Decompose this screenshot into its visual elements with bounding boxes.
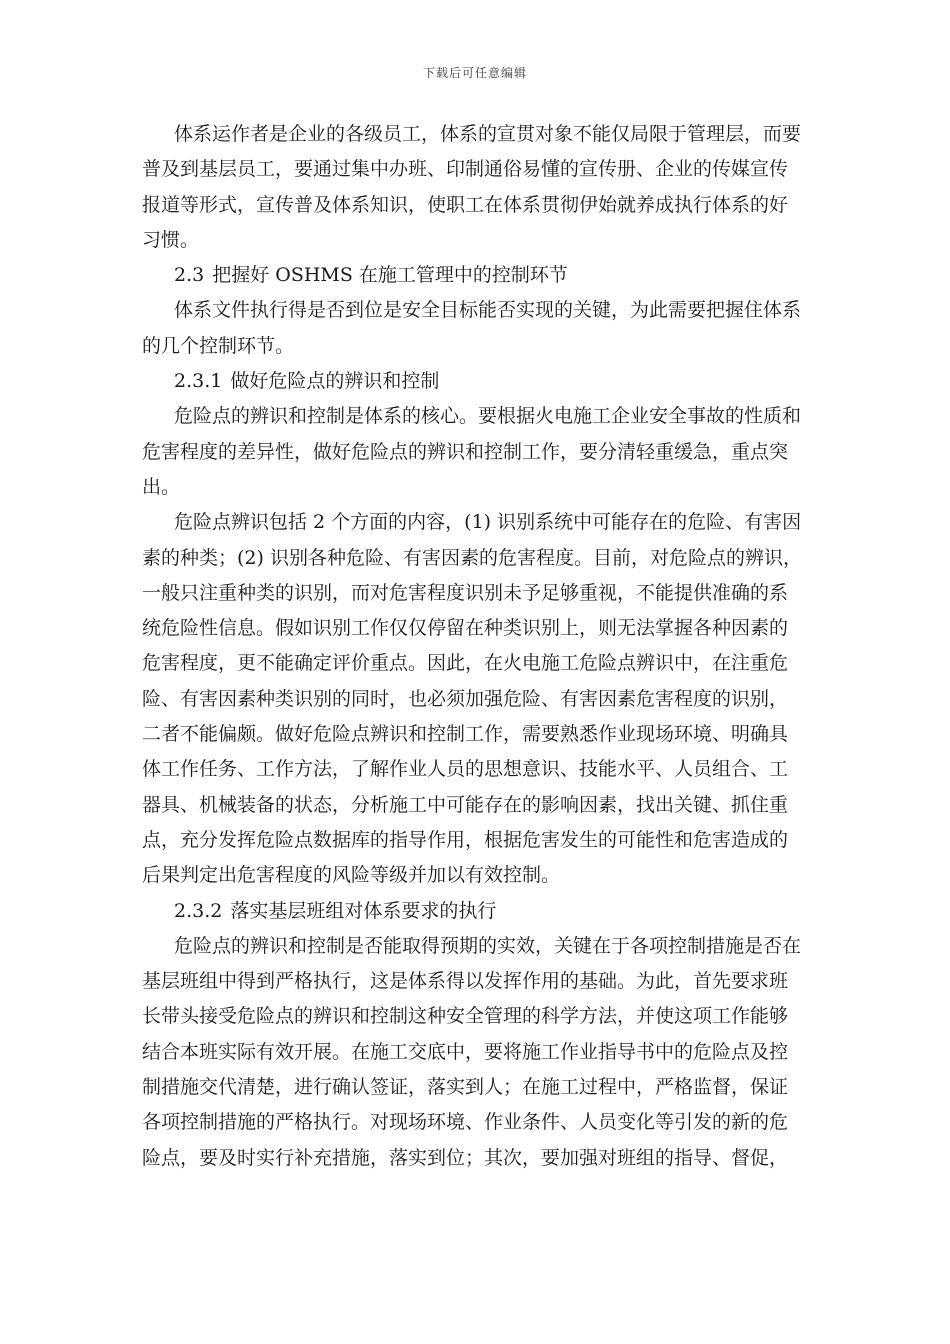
section-number: 2.3.1 xyxy=(174,370,223,393)
text-line: 出。 xyxy=(142,475,181,498)
text-line: 的几个控制环节。 xyxy=(142,334,295,357)
section-number: 2.3.2 xyxy=(174,899,223,922)
text-line: 点，充分发挥危险点数据库的指导作用，根据危害发生的可能性和危害造成的 xyxy=(142,828,789,851)
section-title: 把握好 OSHMS 在施工管理中的控制环节 xyxy=(212,264,568,287)
text-line: 危害程度，更不能确定评价重点。因此，在火电施工危险点辨识中，在注重危 xyxy=(142,652,789,675)
text-line: 险、有害因素种类识别的同时，也必须加强危险、有害因素危害程度的识别， xyxy=(142,687,789,710)
text-line: 素的种类；(2) 识别各种危险、有害因素的危害程度。目前，对危险点的辨识， xyxy=(142,546,802,569)
section-title: 做好危险点的辨识和控制 xyxy=(230,370,440,393)
text-line: 危险点的辨识和控制是体系的核心。要根据火电施工企业安全事故的性质和 xyxy=(174,405,802,428)
text-line: 危险点辨识包括 2 个方面的内容，(1) 识别系统中可能存在的危险、有害因 xyxy=(174,511,802,534)
paragraph xyxy=(142,505,808,893)
text-line: 各项控制措施的严格执行。对现场环境、作业条件、人员变化等引发的新的危 xyxy=(142,1111,789,1134)
text-line: 习惯。 xyxy=(142,228,200,251)
section-number: 2.3 xyxy=(174,264,205,287)
paragraph xyxy=(142,117,808,258)
text-line: 危险点的辨识和控制是否能取得预期的实效，关键在于各项控制措施是否在 xyxy=(174,934,802,957)
text-line: 后果判定出危害程度的风险等级并加以有效控制。 xyxy=(142,864,561,887)
section-heading xyxy=(142,258,808,293)
text-line: 普及到基层员工，要通过集中办班、印制通俗易懂的宣传册、企业的传媒宣传 xyxy=(142,158,789,181)
text-line: 器具、机械装备的状态，分析施工中可能存在的影响因素，找出关键、抓住重 xyxy=(142,793,789,816)
paragraph xyxy=(142,929,808,1176)
text-line: 体工作任务、工作方法，了解作业人员的思想意识、技能水平、人员组合、工 xyxy=(142,758,789,781)
page-header-note: 下载后可任意编辑 xyxy=(422,66,527,80)
paragraph xyxy=(142,293,808,364)
text-line: 制措施交代清楚，进行确认签证，落实到人；在施工过程中，严格监督，保证 xyxy=(142,1076,789,1099)
paragraph xyxy=(142,399,808,505)
section-title: 落实基层班组对体系要求的执行 xyxy=(230,899,497,922)
text-line: 统危险性信息。假如识别工作仅仅停留在种类识别上，则无法掌握各种因素的 xyxy=(142,617,789,640)
text-line: 体系运作者是企业的各级员工，体系的宣贯对象不能仅局限于管理层，而要 xyxy=(174,123,802,145)
text-line: 体系文件执行得是否到位是安全目标能否实现的关键，为此需要把握住体系 xyxy=(174,299,802,322)
text-line: 一般只注重种类的识别，而对危害程度识别未予足够重视，不能提供准确的系 xyxy=(142,581,789,604)
text-line: 基层班组中得到严格执行，这是体系得以发挥作用的基础。为此，首先要求班 xyxy=(142,970,789,993)
text-line: 二者不能偏颇。做好危险点辨识和控制工作，需要熟悉作业现场环境、明确具 xyxy=(142,723,789,746)
text-line: 报道等形式，宣传普及体系知识，使职工在体系贯彻伊始就养成执行体系的好 xyxy=(142,193,789,216)
section-heading xyxy=(142,894,808,929)
text-line: 长带头接受危险点的辨识和控制这种安全管理的科学方法，并使这项工作能够 xyxy=(142,1005,789,1028)
text-line: 险点，要及时实行补充措施，落实到位；其次，要加强对班组的指导、督促， xyxy=(142,1146,789,1169)
text-line: 危害程度的差异性，做好危险点的辨识和控制工作，要分清轻重缓急，重点突 xyxy=(142,440,789,463)
document-body xyxy=(142,117,808,1176)
section-heading xyxy=(142,364,808,399)
text-line: 结合本班实际有效开展。在施工交底中，要将施工作业指导书中的危险点及控 xyxy=(142,1040,789,1063)
